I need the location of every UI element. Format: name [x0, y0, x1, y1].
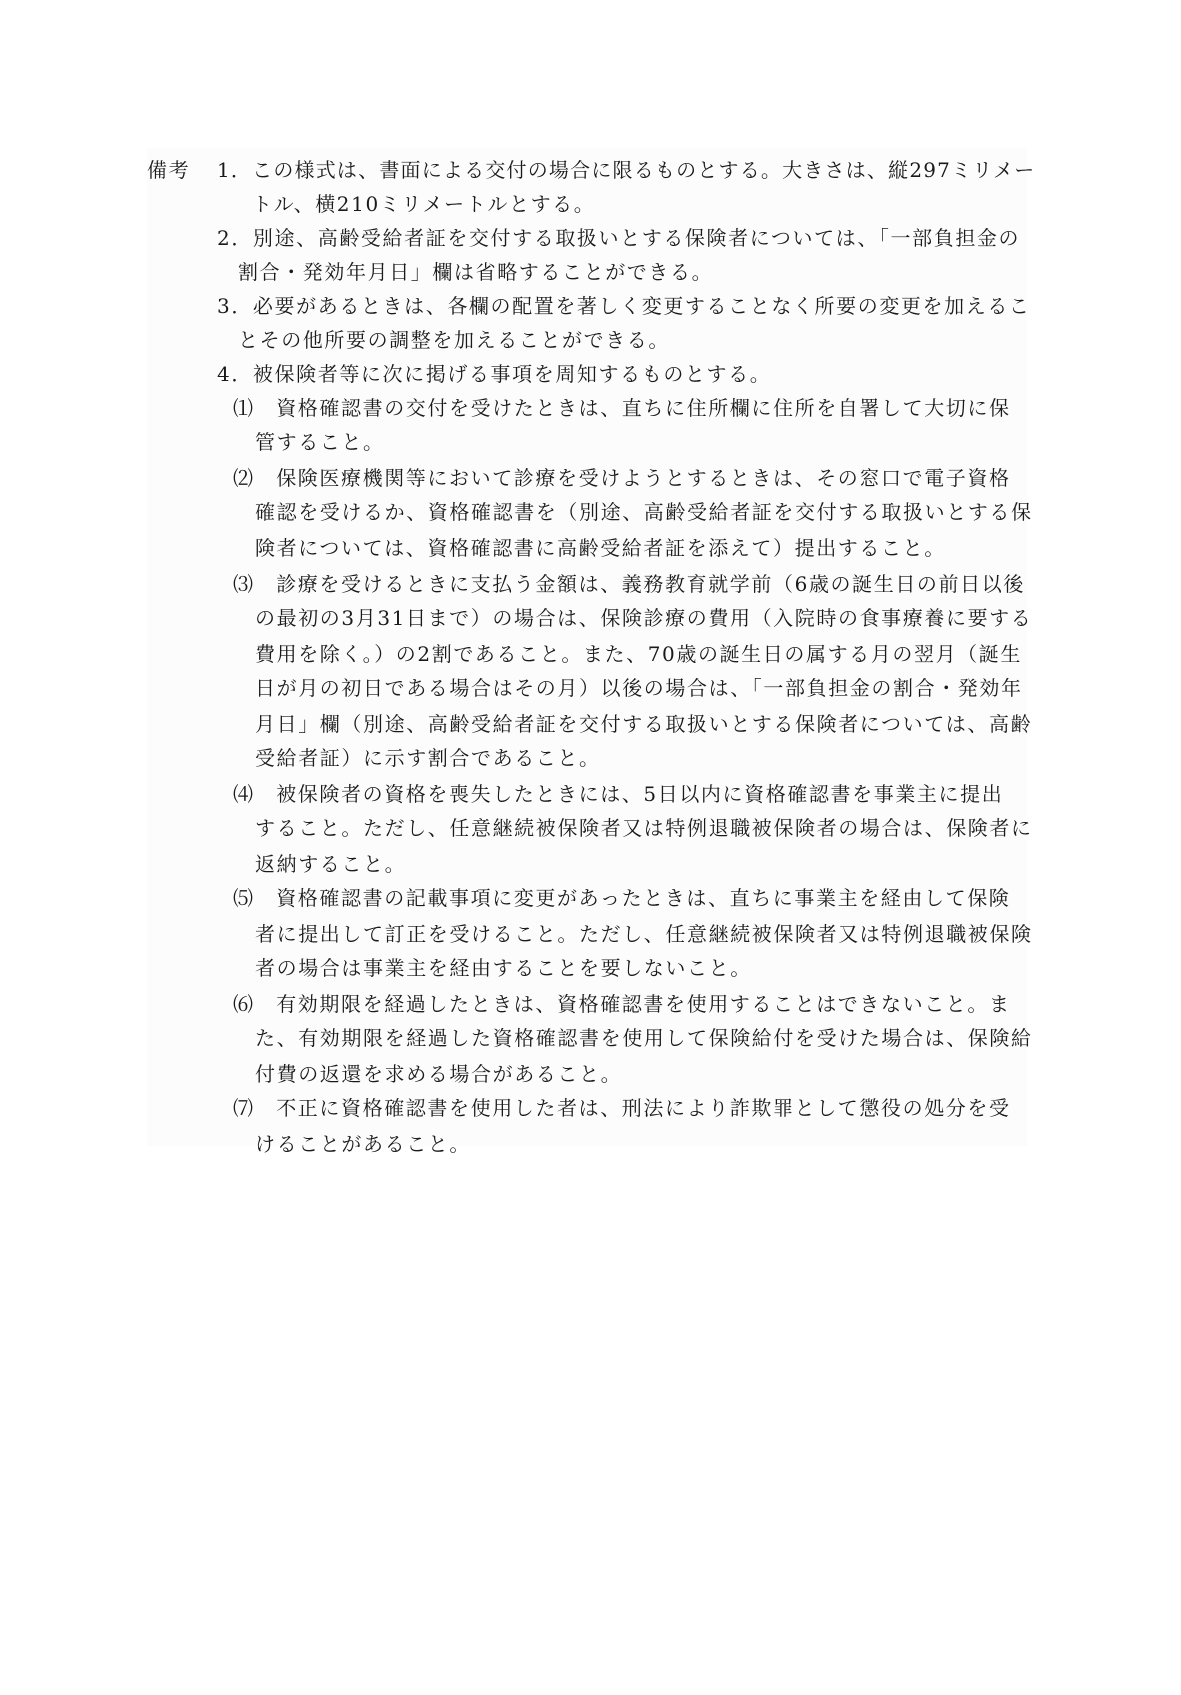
item-5-line-1: ⑸ 資格確認書の記載事項に変更があったときは、直ちに事業主を経由して保険	[233, 886, 1011, 910]
item-1-line-1: ⑴ 資格確認書の交付を受けたときは、直ちに住所欄に住所を自署して大切に保	[233, 396, 1011, 420]
note-2-line-1: 2．別途、高齢受給者証を交付する取扱いとする保険者については、「一部負担金の	[217, 226, 1021, 250]
note-2-line-2: 割合・発効年月日」欄は省略することができる。	[238, 260, 714, 284]
item-6-line-3: 付費の返還を求める場合があること。	[255, 1062, 623, 1086]
item-1-line-2: 管すること。	[255, 430, 385, 454]
item-2-line-1: ⑵ 保険医療機関等において診療を受けようとするときは、その窓口で電子資格	[233, 466, 1011, 490]
item-4-line-2: すること。ただし、任意継続被保険者又は特例退職被保険者の場合は、保険者に	[255, 816, 1033, 840]
heading-bikou: 備考	[147, 158, 191, 182]
note-3-line-1: 3．必要があるときは、各欄の配置を著しく変更することなく所要の変更を加えるこ	[217, 294, 1031, 318]
note-1-line-2: トル、横210ミリメートルとする。	[252, 192, 596, 216]
item-4-line-1: ⑷ 被保険者の資格を喪失したときには、5日以内に資格確認書を事業主に提出	[233, 782, 1004, 806]
item-3-line-6: 受給者証）に示す割合であること。	[255, 746, 601, 770]
item-6-line-2: た、有効期限を経過した資格確認書を使用して保険給付を受けた場合は、保険給	[255, 1026, 1033, 1050]
item-3-line-2: の最初の3月31日まで）の場合は、保険診療の費用（入院時の食事療養に要する	[255, 606, 1033, 630]
item-3-line-1: ⑶ 診療を受けるときに支払う金額は、義務教育就学前（6歳の誕生日の前日以後	[233, 572, 1025, 596]
item-3-line-4: 日が月の初日である場合はその月）以後の場合は、「一部負担金の割合・発効年	[255, 676, 1023, 700]
item-7-line-1: ⑺ 不正に資格確認書を使用した者は、刑法により詐欺罪として懲役の処分を受	[233, 1096, 1011, 1120]
item-5-line-2: 者に提出して訂正を受けること。ただし、任意継続被保険者又は特例退職被保険	[255, 922, 1033, 946]
item-7-line-2: けることがあること。	[255, 1132, 471, 1156]
item-3-line-5: 月日」欄（別途、高齢受給者証を交付する取扱いとする保険者については、高齢	[255, 712, 1033, 736]
item-2-line-3: 険者については、資格確認書に高齢受給者証を添えて）提出すること。	[255, 536, 946, 560]
item-2-line-2: 確認を受けるか、資格確認書を（別途、高齢受給者証を交付する取扱いとする保	[255, 500, 1033, 524]
item-5-line-3: 者の場合は事業主を経由することを要しないこと。	[255, 956, 752, 980]
item-3-line-3: 費用を除く。）の2割であること。また、70歳の誕生日の属する月の翌月（誕生	[255, 642, 1022, 666]
item-4-line-3: 返納すること。	[255, 852, 407, 876]
note-4-line-1: 4．被保険者等に次に掲げる事項を周知するものとする。	[217, 362, 772, 386]
item-6-line-1: ⑹ 有効期限を経過したときは、資格確認書を使用することはできないこと。ま	[233, 992, 1011, 1016]
note-1-line-1: 1．この様式は、書面による交付の場合に限るものとする。大きさは、縦297ミリメー	[217, 158, 1036, 182]
note-3-line-2: とその他所要の調整を加えることができる。	[238, 328, 670, 352]
